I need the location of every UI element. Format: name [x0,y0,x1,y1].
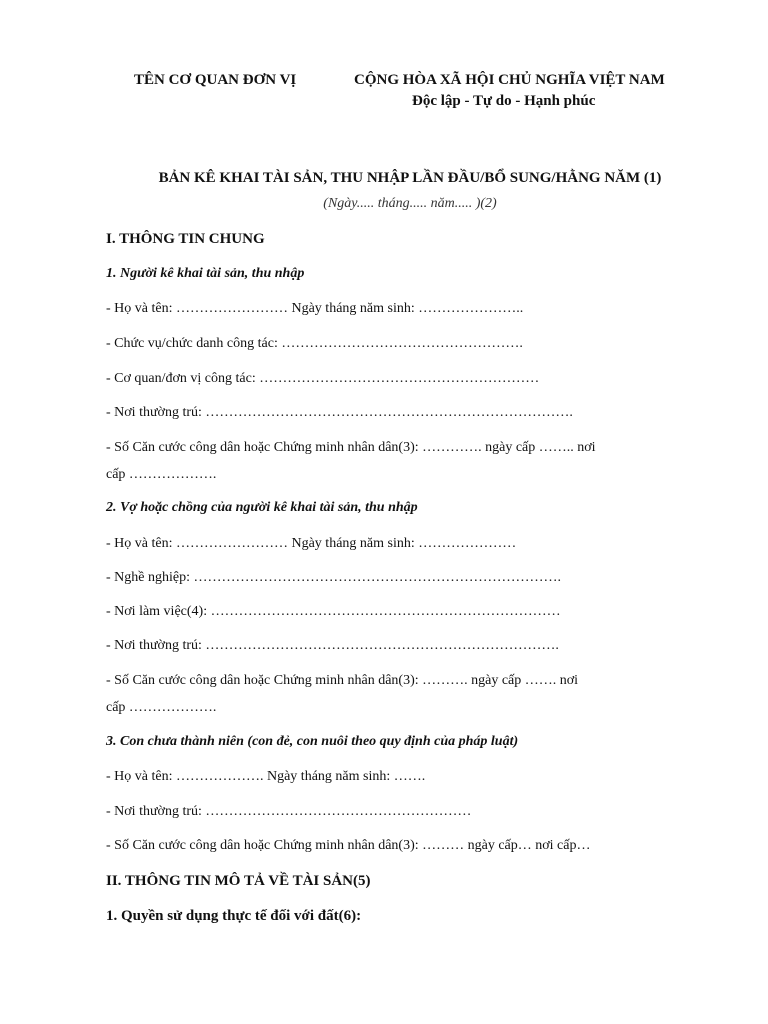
declarant-heading: 1. Người kê khai tài sản, thu nhập [106,266,305,281]
declarant-name-line: - Họ và tên: …………………… Ngày tháng năm sinh: ………………….. [106,301,524,316]
agency-name: TÊN CƠ QUAN ĐƠN VỊ [134,72,297,88]
child-id-line: - Số Căn cước công dân hoặc Chứng minh nhân dân(3): ……… ngày cấp… nơi cấp… [106,838,591,853]
spouse-job-line: - Nghề nghiệp: ……………………………………………………………………. [106,570,561,585]
declarant-position-line: - Chức vụ/chức danh công tác: ……………………………………………. [106,336,523,351]
section-2-heading: II. THÔNG TIN MÔ TẢ VỀ TÀI SẢN(5) [106,873,371,889]
spouse-heading: 2. Vợ hoặc chồng của người kê khai tài sản, thu nhập [106,500,418,515]
spouse-workplace-line: - Nơi làm việc(4): ………………………………………………………………… [106,604,561,619]
spouse-id-line: - Số Căn cước công dân hoặc Chứng minh nhân dân(3): ………. ngày cấp ……. nơi [106,673,579,688]
children-heading: 3. Con chưa thành niên (con đẻ, con nuôi theo quy định của pháp luật) [106,734,519,749]
declarant-id-line: - Số Căn cước công dân hoặc Chứng minh nhân dân(3): …………. ngày cấp …….. nơi [106,440,596,455]
declarant-agency-line: - Cơ quan/đơn vị công tác: …………………………………………………… [106,371,540,386]
child-name-line: - Họ và tên: ………………. Ngày tháng năm sinh: ……. [106,769,426,784]
document-title: BẢN KÊ KHAI TÀI SẢN, THU NHẬP LẦN ĐẦU/BỔ SUNG/HẰNG NĂM (1) [158,170,662,186]
section-1-heading: I. THÔNG TIN CHUNG [106,231,265,247]
spouse-id-line-cont: cấp ………………. [106,700,217,715]
spouse-residence-line: - Nơi thường trú: …………………………………………………………………. [106,638,559,653]
spouse-name-line: - Họ và tên: …………………… Ngày tháng năm sinh: ………………… [106,536,517,551]
land-use-heading: 1. Quyền sử dụng thực tế đối với đất(6): [106,908,362,924]
child-residence-line: - Nơi thường trú: ………………………………………………… [106,804,472,819]
national-motto: Độc lập - Tự do - Hạnh phúc [412,93,596,109]
declarant-residence-line: - Nơi thường trú: ……………………………………………………………………. [106,405,573,420]
declarant-id-line-cont: cấp ………………. [106,467,217,482]
nation-name: CỘNG HÒA XÃ HỘI CHỦ NGHĨA VIỆT NAM [354,72,665,88]
document-date-line: (Ngày..... tháng..... năm..... )(2) [323,196,497,211]
